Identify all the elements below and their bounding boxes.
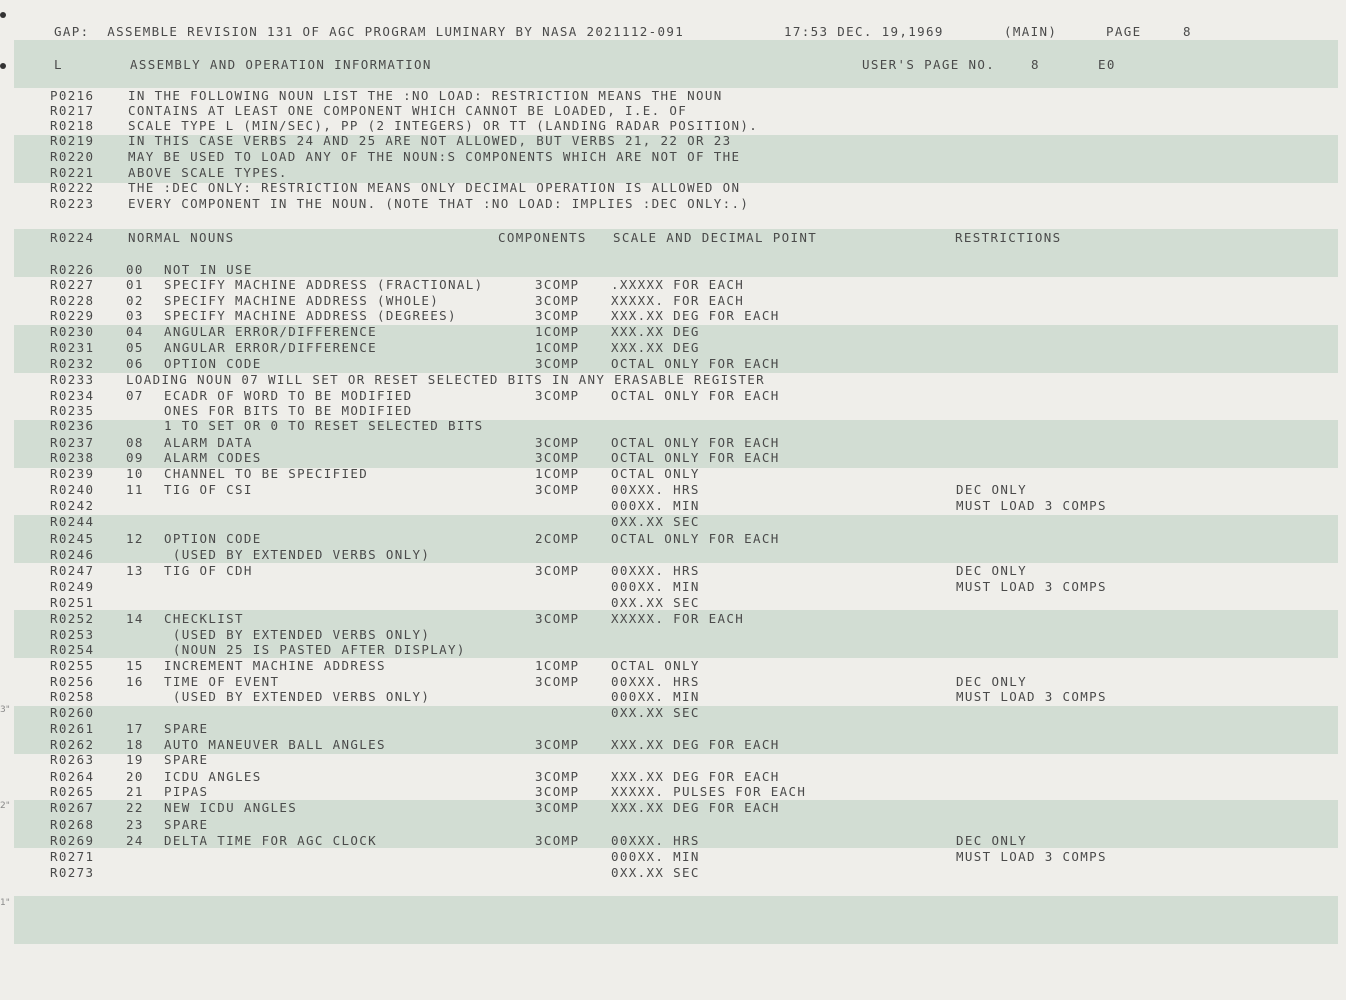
noun-scale: XXX.XX DEG — [611, 340, 700, 355]
noun-name: SPECIFY MACHINE ADDRESS (FRACTIONAL) — [164, 277, 484, 292]
noun-name: SPECIFY MACHINE ADDRESS (DEGREES) — [164, 308, 457, 323]
noun-scale: 00XXX. HRS — [611, 563, 700, 578]
line-id: R0267 — [50, 800, 95, 815]
noun-number: 05 — [126, 340, 144, 355]
noun-number: 19 — [126, 752, 144, 767]
table-row — [0, 627, 1346, 643]
intro-line — [0, 118, 1346, 134]
noun-scale: XXX.XX DEG FOR EACH — [611, 737, 780, 752]
table-row — [0, 658, 1346, 674]
noun-name: NEW ICDU ANGLES — [164, 800, 298, 815]
noun-restrictions: DEC ONLY — [956, 833, 1028, 848]
noun-name: TIG OF CSI — [164, 482, 253, 497]
table-row — [0, 865, 1346, 881]
noun-name: CHANNEL TO BE SPECIFIED — [164, 466, 369, 481]
noun-scale: OCTAL ONLY FOR EACH — [611, 356, 780, 371]
table-row — [0, 531, 1346, 547]
noun-name: SPARE — [164, 817, 209, 832]
noun-number: 13 — [126, 563, 144, 578]
line-id: R0253 — [50, 627, 95, 642]
line-id: R0256 — [50, 674, 95, 689]
line-id: R0223 — [50, 196, 95, 211]
line-id: R0230 — [50, 324, 95, 339]
noun-scale: 00XXX. HRS — [611, 482, 700, 497]
page-number: 8 — [1183, 24, 1192, 39]
line-id: R0261 — [50, 721, 95, 736]
noun-number: 16 — [126, 674, 144, 689]
noun-name: CHECKLIST — [164, 611, 244, 626]
noun-scale: OCTAL ONLY — [611, 658, 700, 673]
nouns-header: NORMAL NOUNS — [128, 230, 235, 245]
intro-line — [0, 165, 1346, 181]
noun-restrictions: MUST LOAD 3 COMPS — [956, 498, 1107, 513]
noun-name: (USED BY EXTENDED VERBS ONLY) — [164, 547, 431, 562]
line-id: R0268 — [50, 817, 95, 832]
table-row — [0, 817, 1346, 833]
noun-components: 3COMP — [535, 833, 580, 848]
table-row — [0, 737, 1346, 753]
noun-components: 2COMP — [535, 531, 580, 546]
noun-scale: .XXXXX FOR EACH — [611, 277, 745, 292]
noun-name: ECADR OF WORD TO BE MODIFIED — [164, 388, 413, 403]
line-id: P0216 — [50, 88, 95, 103]
noun-scale: 000XX. MIN — [611, 849, 700, 864]
intro-line — [0, 149, 1346, 165]
intro-text: EVERY COMPONENT IN THE NOUN. (NOTE THAT :NO LOAD: IMPLIES :DEC ONLY:.) — [128, 196, 750, 211]
noun-scale: 0XX.XX SEC — [611, 595, 700, 610]
listing-mode: (MAIN) — [1004, 24, 1058, 39]
line-id: R0238 — [50, 450, 95, 465]
noun-name: SPARE — [164, 721, 209, 736]
line-id: R0247 — [50, 563, 95, 578]
noun-name: PIPAS — [164, 784, 209, 799]
noun-scale: 0XX.XX SEC — [611, 865, 700, 880]
table-row — [0, 705, 1346, 721]
noun-name: (NOUN 25 IS PASTED AFTER DISPLAY) — [164, 642, 466, 657]
noun-scale: XXXXX. PULSES FOR EACH — [611, 784, 807, 799]
table-row — [0, 388, 1346, 404]
table-row — [0, 784, 1346, 800]
noun-name: SPECIFY MACHINE ADDRESS (WHOLE) — [164, 293, 440, 308]
line-id: R0239 — [50, 466, 95, 481]
listing-header — [0, 24, 1346, 40]
line-id: R0234 — [50, 388, 95, 403]
paper-band — [14, 896, 1338, 944]
margin-inch-mark: 2" — [0, 801, 10, 811]
scale-header: SCALE AND DECIMAL POINT — [613, 230, 818, 245]
section-title: ASSEMBLY AND OPERATION INFORMATION — [130, 57, 432, 72]
table-row — [0, 547, 1346, 563]
line-id: R0222 — [50, 180, 95, 195]
table-row — [0, 595, 1346, 611]
noun-number: 00 — [126, 262, 144, 277]
comment-text: LOADING NOUN 07 WILL SET OR RESET SELECTED BITS IN ANY ERASABLE REGISTER — [126, 372, 766, 387]
noun-scale: OCTAL ONLY FOR EACH — [611, 450, 780, 465]
table-row — [0, 563, 1346, 579]
noun-name: ALARM DATA — [164, 435, 253, 450]
noun-components: 3COMP — [535, 308, 580, 323]
noun-number: 02 — [126, 293, 144, 308]
noun-name: ANGULAR ERROR/DIFFERENCE — [164, 324, 378, 339]
intro-text: IN THIS CASE VERBS 24 AND 25 ARE NOT ALLOWED, BUT VERBS 21, 22 OR 23 — [128, 133, 732, 148]
intro-text: IN THE FOLLOWING NOUN LIST THE :NO LOAD: RESTRICTION MEANS THE NOUN — [128, 88, 723, 103]
noun-name: OPTION CODE — [164, 356, 262, 371]
log-letter: L — [54, 57, 63, 72]
page-label: PAGE — [1106, 24, 1142, 39]
noun-name: DELTA TIME FOR AGC CLOCK — [164, 833, 378, 848]
noun-components: 3COMP — [535, 482, 580, 497]
noun-number: 14 — [126, 611, 144, 626]
intro-line — [0, 103, 1346, 119]
intro-text: CONTAINS AT LEAST ONE COMPONENT WHICH CANNOT BE LOADED, I.E. OF — [128, 103, 688, 118]
noun-number: 01 — [126, 277, 144, 292]
table-row — [0, 611, 1346, 627]
noun-scale: OCTAL ONLY FOR EACH — [611, 435, 780, 450]
noun-number: 15 — [126, 658, 144, 673]
users-page-label: USER'S PAGE NO. — [862, 57, 996, 72]
margin-inch-mark: 1" — [0, 898, 10, 908]
line-id: R0264 — [50, 769, 95, 784]
noun-scale: OCTAL ONLY — [611, 466, 700, 481]
line-id: R0218 — [50, 118, 95, 133]
noun-name: SPARE — [164, 752, 209, 767]
noun-number: 20 — [126, 769, 144, 784]
line-id: R0262 — [50, 737, 95, 752]
noun-restrictions: MUST LOAD 3 COMPS — [956, 689, 1107, 704]
noun-scale: XXX.XX DEG FOR EACH — [611, 308, 780, 323]
noun-name: ONES FOR BITS TO BE MODIFIED — [164, 403, 413, 418]
table-row — [0, 689, 1346, 705]
noun-number: 03 — [126, 308, 144, 323]
noun-restrictions: DEC ONLY — [956, 563, 1028, 578]
noun-name: INCREMENT MACHINE ADDRESS — [164, 658, 386, 673]
noun-scale: XXX.XX DEG FOR EACH — [611, 800, 780, 815]
table-row — [0, 514, 1346, 530]
noun-scale: 000XX. MIN — [611, 579, 700, 594]
line-id: R0254 — [50, 642, 95, 657]
noun-components: 3COMP — [535, 611, 580, 626]
table-row — [0, 721, 1346, 737]
noun-components: 3COMP — [535, 784, 580, 799]
noun-scale: XXXXX. FOR EACH — [611, 293, 745, 308]
intro-text: THE :DEC ONLY: RESTRICTION MEANS ONLY DECIMAL OPERATION IS ALLOWED ON — [128, 180, 741, 195]
noun-scale: OCTAL ONLY FOR EACH — [611, 531, 780, 546]
table-row — [0, 356, 1346, 372]
noun-name: (USED BY EXTENDED VERBS ONLY) — [164, 689, 431, 704]
line-id: R0231 — [50, 340, 95, 355]
noun-components: 3COMP — [535, 356, 580, 371]
line-id: R0246 — [50, 547, 95, 562]
noun-number: 08 — [126, 435, 144, 450]
table-row — [0, 340, 1346, 356]
noun-restrictions: DEC ONLY — [956, 674, 1028, 689]
line-id: R0217 — [50, 103, 95, 118]
line-id: R0221 — [50, 165, 95, 180]
line-id: R0228 — [50, 293, 95, 308]
noun-components: 3COMP — [535, 800, 580, 815]
line-id: R0249 — [50, 579, 95, 594]
noun-scale: 00XXX. HRS — [611, 674, 700, 689]
line-id: R0224 — [50, 230, 95, 245]
noun-components: 3COMP — [535, 435, 580, 450]
intro-text: SCALE TYPE L (MIN/SEC), PP (2 INTEGERS) OR TT (LANDING RADAR POSITION). — [128, 118, 759, 133]
table-row — [0, 403, 1346, 419]
table-row — [0, 418, 1346, 434]
listing-time: 17:53 DEC. 19,1969 — [784, 24, 944, 39]
table-row — [0, 579, 1346, 595]
intro-line — [0, 180, 1346, 196]
line-id: R0226 — [50, 262, 95, 277]
noun-name: AUTO MANEUVER BALL ANGLES — [164, 737, 386, 752]
table-row — [0, 372, 1346, 388]
noun-name: ANGULAR ERROR/DIFFERENCE — [164, 340, 378, 355]
noun-number: 22 — [126, 800, 144, 815]
table-row — [0, 277, 1346, 293]
table-row — [0, 324, 1346, 340]
punch-hole-mark — [0, 12, 6, 18]
section-header — [0, 57, 1346, 73]
line-id: R0273 — [50, 865, 95, 880]
noun-scale: 000XX. MIN — [611, 689, 700, 704]
line-id: R0219 — [50, 133, 95, 148]
noun-restrictions: MUST LOAD 3 COMPS — [956, 849, 1107, 864]
intro-text: MAY BE USED TO LOAD ANY OF THE NOUN:S COMPONENTS WHICH ARE NOT OF THE — [128, 149, 741, 164]
listing-title: GAP: ASSEMBLE REVISION 131 OF AGC PROGRAM LUMINARY BY NASA 2021112-091 — [54, 24, 685, 39]
noun-number: 18 — [126, 737, 144, 752]
table-row — [0, 293, 1346, 309]
line-id: R0232 — [50, 356, 95, 371]
line-id: R0235 — [50, 403, 95, 418]
noun-name: TIG OF CDH — [164, 563, 253, 578]
line-id: R0251 — [50, 595, 95, 610]
line-id: R0263 — [50, 752, 95, 767]
line-id: R0236 — [50, 418, 95, 433]
line-id: R0265 — [50, 784, 95, 799]
noun-name: NOT IN USE — [164, 262, 253, 277]
noun-number: 12 — [126, 531, 144, 546]
table-row — [0, 482, 1346, 498]
noun-scale: XXX.XX DEG FOR EACH — [611, 769, 780, 784]
line-id: R0240 — [50, 482, 95, 497]
noun-scale: OCTAL ONLY FOR EACH — [611, 388, 780, 403]
table-row — [0, 752, 1346, 768]
line-id: R0269 — [50, 833, 95, 848]
line-id: R0271 — [50, 849, 95, 864]
noun-components: 3COMP — [535, 563, 580, 578]
noun-components: 1COMP — [535, 340, 580, 355]
noun-number: 21 — [126, 784, 144, 799]
noun-components: 3COMP — [535, 277, 580, 292]
noun-number: 04 — [126, 324, 144, 339]
noun-scale: 0XX.XX SEC — [611, 705, 700, 720]
margin-inch-mark: 3" — [0, 705, 10, 715]
components-header: COMPONENTS — [498, 230, 587, 245]
line-id: R0258 — [50, 689, 95, 704]
table-row — [0, 450, 1346, 466]
noun-components: 3COMP — [535, 769, 580, 784]
line-id: R0242 — [50, 498, 95, 513]
table-row — [0, 674, 1346, 690]
line-id: R0227 — [50, 277, 95, 292]
intro-line — [0, 196, 1346, 212]
table-header — [0, 230, 1346, 246]
noun-components: 3COMP — [535, 293, 580, 308]
intro-line — [0, 88, 1346, 104]
table-row — [0, 642, 1346, 658]
noun-name: (USED BY EXTENDED VERBS ONLY) — [164, 627, 431, 642]
table-row — [0, 435, 1346, 451]
noun-components: 3COMP — [535, 674, 580, 689]
noun-name: OPTION CODE — [164, 531, 262, 546]
noun-name: ALARM CODES — [164, 450, 262, 465]
noun-number: 17 — [126, 721, 144, 736]
noun-number: 24 — [126, 833, 144, 848]
noun-number: 06 — [126, 356, 144, 371]
section-code: E0 — [1098, 57, 1116, 72]
intro-line — [0, 133, 1346, 149]
table-row — [0, 308, 1346, 324]
line-id: R0237 — [50, 435, 95, 450]
noun-scale: 00XXX. HRS — [611, 833, 700, 848]
line-id: R0220 — [50, 149, 95, 164]
line-id: R0252 — [50, 611, 95, 626]
line-id: R0244 — [50, 514, 95, 529]
noun-components: 3COMP — [535, 737, 580, 752]
line-id: R0233 — [50, 372, 95, 387]
noun-scale: XXXXX. FOR EACH — [611, 611, 745, 626]
table-row — [0, 769, 1346, 785]
noun-restrictions: DEC ONLY — [956, 482, 1028, 497]
line-id: R0255 — [50, 658, 95, 673]
noun-scale: 000XX. MIN — [611, 498, 700, 513]
table-row — [0, 466, 1346, 482]
table-row — [0, 498, 1346, 514]
table-row — [0, 833, 1346, 849]
line-id: R0229 — [50, 308, 95, 323]
table-row — [0, 800, 1346, 816]
noun-scale: XXX.XX DEG — [611, 324, 700, 339]
noun-number: 09 — [126, 450, 144, 465]
table-row — [0, 262, 1346, 278]
restrictions-header: RESTRICTIONS — [955, 230, 1062, 245]
noun-number: 23 — [126, 817, 144, 832]
noun-components: 1COMP — [535, 658, 580, 673]
noun-number: 11 — [126, 482, 144, 497]
noun-number: 07 — [126, 388, 144, 403]
intro-text: ABOVE SCALE TYPES. — [128, 165, 288, 180]
users-page-number: 8 — [1031, 57, 1040, 72]
noun-name: TIME OF EVENT — [164, 674, 280, 689]
noun-name: ICDU ANGLES — [164, 769, 262, 784]
noun-scale: 0XX.XX SEC — [611, 514, 700, 529]
noun-restrictions: MUST LOAD 3 COMPS — [956, 579, 1107, 594]
line-id: R0260 — [50, 705, 95, 720]
noun-components: 3COMP — [535, 450, 580, 465]
noun-number: 10 — [126, 466, 144, 481]
noun-components: 1COMP — [535, 466, 580, 481]
noun-components: 1COMP — [535, 324, 580, 339]
line-id: R0245 — [50, 531, 95, 546]
noun-name: 1 TO SET OR 0 TO RESET SELECTED BITS — [164, 418, 484, 433]
table-row — [0, 849, 1346, 865]
noun-components: 3COMP — [535, 388, 580, 403]
